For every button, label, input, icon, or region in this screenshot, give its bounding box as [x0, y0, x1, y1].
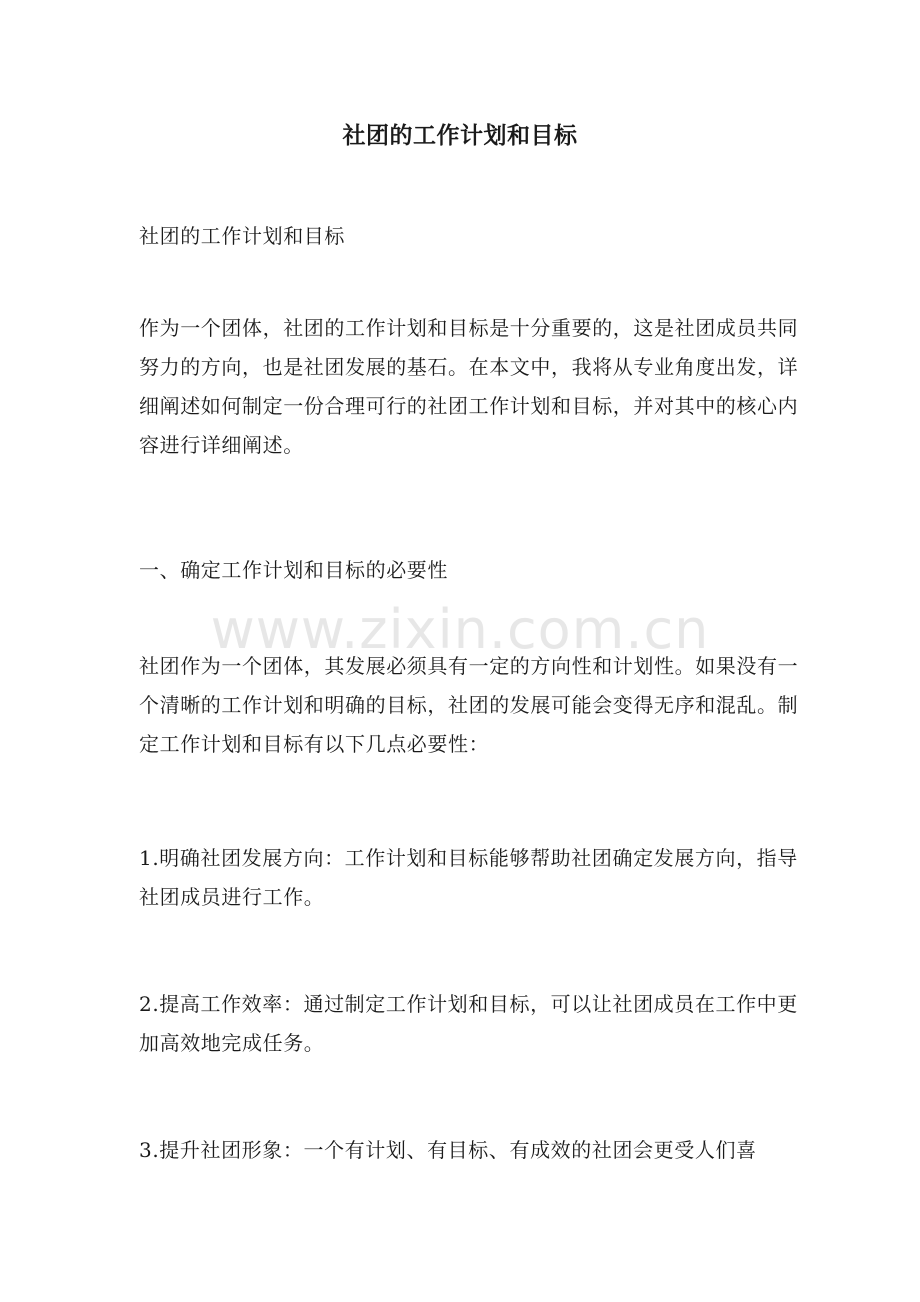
document-title: 社团的工作计划和目标	[342, 122, 578, 149]
document-subtitle: 社团的工作计划和目标	[139, 224, 345, 248]
section-1-paragraph: 社团作为一个团体，其发展必须具有一定的方向性和计划性。如果没有一个清晰的工作计划和明确的目标，社团的发展可能会变得无序和混乱。制定工作计划和目标有以下几点必要性：	[139, 654, 799, 756]
intro-paragraph: 作为一个团体，社团的工作计划和目标是十分重要的，这是社团成员共同努力的方向，也是社团发展的基石。在本文中，我将从专业角度出发，详细阐述如何制定一份合理可行的社团工作计划和目标，并对其中的核心内容进行详细阐述。	[139, 316, 799, 457]
list-item-2: 2.提高工作效率：通过制定工作计划和目标，可以让社团成员在工作中更加高效地完成任务。	[139, 992, 798, 1055]
watermark: www.zixin.com.cn	[210, 598, 710, 661]
section-heading-1: 一、确定工作计划和目标的必要性	[139, 558, 448, 582]
list-item-1: 1.明确社团发展方向：工作计划和目标能够帮助社团确定发展方向，指导社团成员进行工作。	[139, 846, 798, 909]
list-item-3: 3.提升社团形象：一个有计划、有目标、有成效的社团会更受人们喜	[139, 1138, 757, 1162]
